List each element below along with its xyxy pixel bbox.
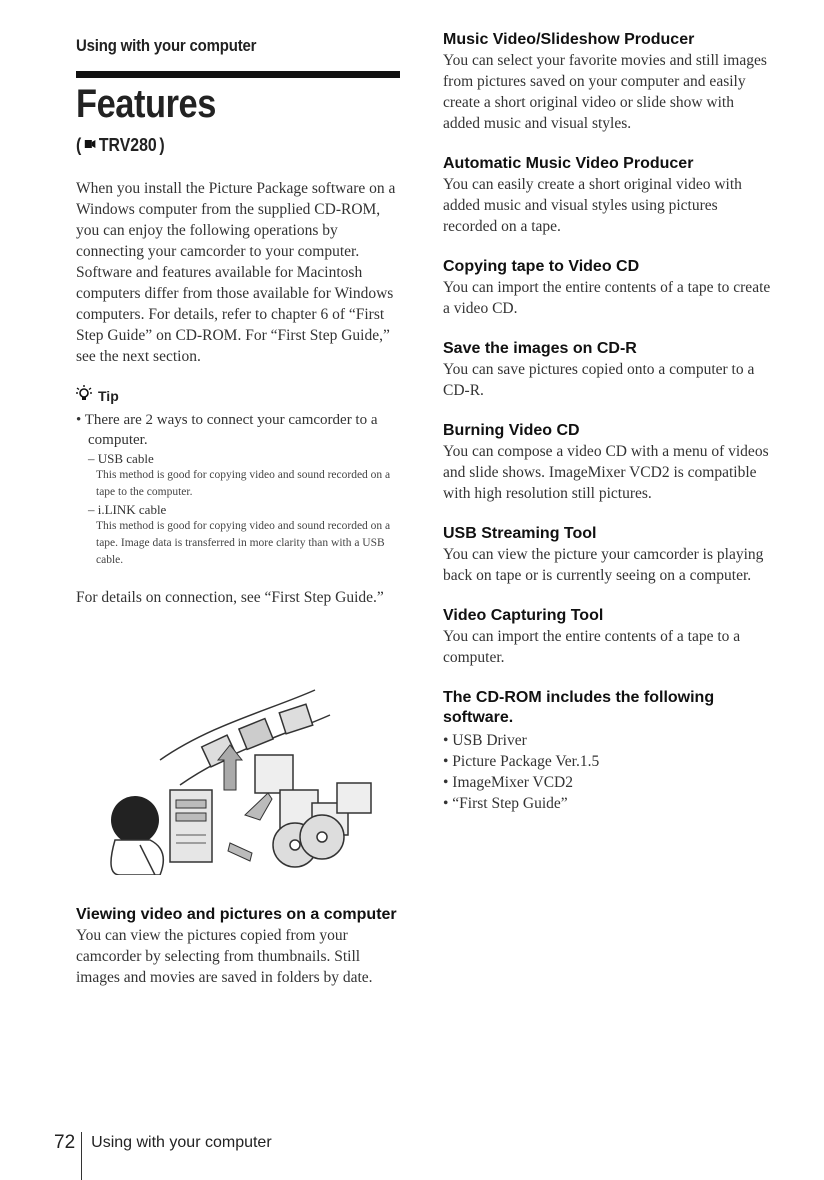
feature-text: You can compose a video CD with a menu of videos and slide shows. ImageMixer VCD2 is compatible with high resolution still pictures.: [443, 443, 769, 502]
right-column: [443, 30, 773, 814]
software-list: [443, 730, 773, 814]
feature-heading: Automatic Music Video Producer: [443, 155, 694, 172]
feature-text: You can import the entire contents of a tape to create a video CD.: [443, 279, 771, 317]
tip-ilink-text: This method is good for copying video and sound recorded on a tape. Image data is transferred in more clarity than with a USB cable.: [96, 520, 391, 566]
feature-section: [443, 30, 773, 134]
page-title: Features: [76, 82, 216, 126]
computer-tower: [170, 790, 212, 862]
model-label: ( TRV280 ): [76, 135, 165, 155]
lightbulb-icon: [76, 385, 92, 406]
model-name: TRV280: [98, 135, 157, 155]
footer-section-name: Using with your computer: [91, 1134, 272, 1151]
film-strip: [160, 690, 330, 785]
feature-text: You can easily create a short original video with added music and visual styles using pictures recorded on a tape.: [443, 176, 742, 235]
feature-section: [443, 257, 773, 319]
section-tag: Using with your computer: [76, 36, 257, 55]
tip-bullet: • There are 2 ways to connect your camcorder to a computer.: [76, 412, 378, 448]
feature-heading: Copying tape to Video CD: [443, 258, 640, 275]
tip-ilink-label: – i.LINK cable: [88, 502, 167, 517]
feature-section: [443, 524, 773, 586]
feature-heading: Save the images on CD-R: [443, 340, 637, 357]
feature-section: [443, 339, 773, 401]
list-item: • “First Step Guide”: [443, 795, 568, 812]
tip-heading: [76, 385, 406, 406]
computer-illustration: [100, 675, 390, 875]
feature-section: [443, 154, 773, 237]
feature-heading: Burning Video CD: [443, 422, 580, 439]
intro-paragraph-2: Software and features available for Macintosh computers differ from those available for Windows computers. For details, refer to chapter 6 of “First Step Guide” on CD-ROM. For “First Step Guide,” see the next section.: [76, 264, 394, 365]
section-heading: Viewing video and pictures on a computer: [76, 906, 397, 923]
intro-paragraph-1: When you install the Picture Package software on a Windows computer from the supplied CD-ROM, you can enjoy the following operations by connecting your camcorder to your computer.: [76, 180, 396, 260]
left-column: [76, 30, 406, 608]
tip-label: Tip: [98, 387, 119, 404]
feature-text: You can import the entire contents of a tape to a computer.: [443, 628, 741, 666]
feature-section: [443, 606, 773, 668]
software-section: [443, 688, 773, 814]
page-number: 72: [54, 1132, 76, 1153]
feature-text: You can view the picture your camcorder is playing back on tape or is currently seeing on a computer.: [443, 546, 764, 584]
tip-usb-text: This method is good for copying video and sound recorded on a tape to the computer.: [96, 469, 391, 498]
person-figure: [111, 796, 163, 875]
connection-note: For details on connection, see “First Step Guide.”: [76, 589, 384, 606]
list-item: • USB Driver: [443, 732, 527, 749]
feature-text: You can select your favorite movies and still images from pictures saved on your computer and easily create a short original video or slide show with added music and visual styles.: [443, 52, 767, 132]
tip-usb-label: – USB cable: [88, 451, 154, 466]
section-text: You can view the pictures copied from your camcorder by selecting from thumbnails. Still images and movies are saved in folders by date.: [76, 927, 373, 986]
feature-heading: Video Capturing Tool: [443, 607, 604, 624]
software-heading: The CD-ROM includes the following software.: [443, 689, 715, 726]
left-bottom-section: [76, 905, 406, 988]
list-item: • ImageMixer VCD2: [443, 774, 573, 791]
title-rule: [76, 71, 400, 78]
feature-heading: Music Video/Slideshow Producer: [443, 31, 695, 48]
page-footer: [54, 1132, 272, 1180]
feature-section: [443, 421, 773, 504]
camcorder-model-icon: [84, 137, 96, 154]
feature-heading: USB Streaming Tool: [443, 525, 597, 542]
feature-text: You can save pictures copied onto a computer to a CD-R.: [443, 361, 755, 399]
list-item: • Picture Package Ver.1.5: [443, 753, 600, 770]
